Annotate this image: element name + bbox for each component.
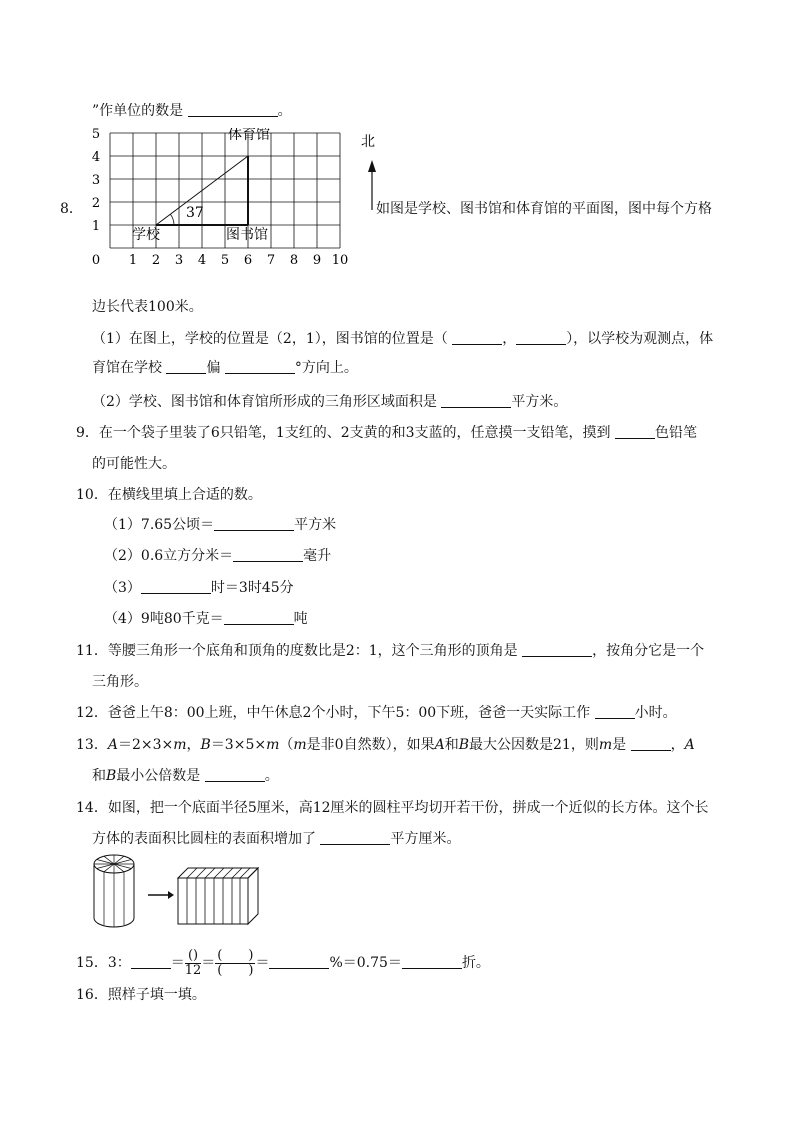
q10-part1: （1）7.65公顷＝ 平方米 bbox=[104, 517, 337, 533]
x-tick-label: 6 bbox=[243, 253, 253, 268]
answer-blank[interactable] bbox=[595, 704, 635, 719]
x-tick-label: 10 bbox=[331, 253, 349, 268]
q13-line2: 和B最小公倍数是 。 bbox=[92, 768, 279, 784]
school-label: 学校 bbox=[132, 227, 160, 243]
y-tick-label: 2 bbox=[91, 196, 101, 211]
x-tick-label: 5 bbox=[220, 253, 230, 268]
answer-blank[interactable] bbox=[225, 359, 295, 374]
cuboid-right bbox=[248, 868, 258, 924]
q10-part2: （2）0.6立方分米＝ 毫升 bbox=[104, 548, 332, 564]
cuboid-top bbox=[178, 868, 258, 878]
angle-label: 37 bbox=[186, 205, 204, 221]
q14-line2: 方体的表面积比圆柱的表面积增加了 平方厘米。 bbox=[92, 831, 461, 847]
library-label: 图书馆 bbox=[226, 227, 268, 243]
q14-line1: 14．如图，把一个底面半径5厘米，高12厘米的圆柱平均切开若干份，拼成一个近似的长方体。这个长 bbox=[76, 800, 709, 816]
answer-blank[interactable] bbox=[269, 954, 329, 969]
x-tick-label: 0 bbox=[91, 253, 101, 268]
coordinate-grid-figure bbox=[88, 128, 378, 288]
q8-side-text: 如图是学校、图书馆和体育馆的平面图，图中每个方格 bbox=[376, 201, 712, 217]
q15-line: 15．3： ＝ $\frac{()}{12}$ ＝ $\frac{( )}{( )}$ ＝ %＝0.75＝ 折。 bbox=[76, 947, 490, 978]
answer-blank[interactable] bbox=[214, 516, 294, 531]
q9-line1: 9．在一个袋子里装了6只铅笔，1支红的、2支黄的和3支蓝的，任意摸一支铅笔，摸到 色铅笔 bbox=[76, 425, 698, 441]
q11-line1: 11．等腰三角形一个底角和顶角的度数比是2：1，这个三角形的顶角是 ，按角分它是一个 bbox=[76, 643, 705, 659]
q9-line2: 的可能性大。 bbox=[92, 456, 176, 472]
answer-blank[interactable] bbox=[188, 102, 278, 117]
q8-part1-line1: （1）在图上，学校的位置是（2，1），图书馆的位置是（ ， ），以学校为观测点，体 bbox=[92, 331, 714, 347]
answer-blank[interactable] bbox=[516, 330, 566, 345]
fraction-1: $\frac{()}{12}$ bbox=[184, 947, 202, 978]
q8-part1-line2: 育馆在学校 偏 °方向上。 bbox=[92, 360, 358, 376]
y-tick-label: 5 bbox=[91, 128, 101, 142]
x-tick-label: 4 bbox=[197, 253, 207, 268]
q13-line1: 13．A＝2×3×m，B＝3×5×m（m是非0自然数），如果A和B最大公因数是21，则m是 ，A bbox=[76, 737, 695, 753]
q10-part4: （4）9吨80千克＝ 吨 bbox=[104, 611, 308, 627]
answer-blank[interactable] bbox=[205, 767, 265, 782]
answer-blank[interactable] bbox=[631, 736, 671, 751]
q8-number: 8． bbox=[60, 201, 83, 217]
answer-blank[interactable] bbox=[615, 424, 655, 439]
x-tick-label: 7 bbox=[266, 253, 276, 268]
answer-blank[interactable] bbox=[233, 547, 303, 562]
answer-blank[interactable] bbox=[320, 830, 390, 845]
x-tick-label: 3 bbox=[174, 253, 184, 268]
y-tick-label: 4 bbox=[91, 150, 101, 165]
north-arrowhead bbox=[368, 160, 376, 172]
transform-arrowhead bbox=[168, 891, 174, 899]
cuboid-slice-lines bbox=[187, 868, 250, 924]
answer-blank[interactable] bbox=[452, 330, 502, 345]
x-tick-label: 8 bbox=[289, 253, 299, 268]
q11-line2: 三角形。 bbox=[92, 674, 148, 690]
cylinder-to-cuboid-figure bbox=[92, 852, 292, 932]
grid-labels bbox=[92, 128, 375, 268]
q10-part3: （3） 时＝3时45分 bbox=[104, 580, 294, 596]
angle-arc bbox=[170, 214, 174, 225]
cylinder-slice-lines bbox=[104, 872, 124, 927]
x-tick-label: 2 bbox=[151, 253, 161, 268]
answer-blank[interactable] bbox=[522, 642, 592, 657]
q12-line: 12．爸爸上午8：00上班，中午休息2个小时，下午5：00下班，爸爸一天实际工作 小时。 bbox=[76, 705, 677, 721]
x-tick-label: 1 bbox=[128, 253, 138, 268]
answer-blank[interactable] bbox=[402, 954, 462, 969]
intro-line: ”作单位的数是 。 bbox=[92, 103, 292, 119]
y-tick-label: 3 bbox=[91, 173, 101, 188]
q16-line: 16．照样子填一填。 bbox=[76, 987, 206, 1003]
y-tick-label: 1 bbox=[91, 219, 101, 234]
answer-blank[interactable] bbox=[441, 393, 511, 408]
q8-part2: （2）学校、图书馆和体育馆所形成的三角形区域面积是 平方米。 bbox=[92, 394, 568, 410]
north-label: 北 bbox=[361, 134, 375, 150]
answer-blank[interactable] bbox=[141, 579, 211, 594]
q8-cont: 边长代表100米。 bbox=[92, 299, 203, 315]
gym-label: 体育馆 bbox=[228, 128, 270, 143]
x-tick-label: 9 bbox=[312, 253, 322, 268]
answer-blank[interactable] bbox=[224, 610, 294, 625]
q10-line: 10．在横线里填上合适的数。 bbox=[76, 487, 262, 503]
answer-blank[interactable] bbox=[166, 359, 206, 374]
answer-blank[interactable] bbox=[131, 954, 171, 969]
cuboid-front bbox=[178, 878, 248, 924]
fraction-2: $\frac{( )}{( )}$ bbox=[217, 947, 254, 978]
